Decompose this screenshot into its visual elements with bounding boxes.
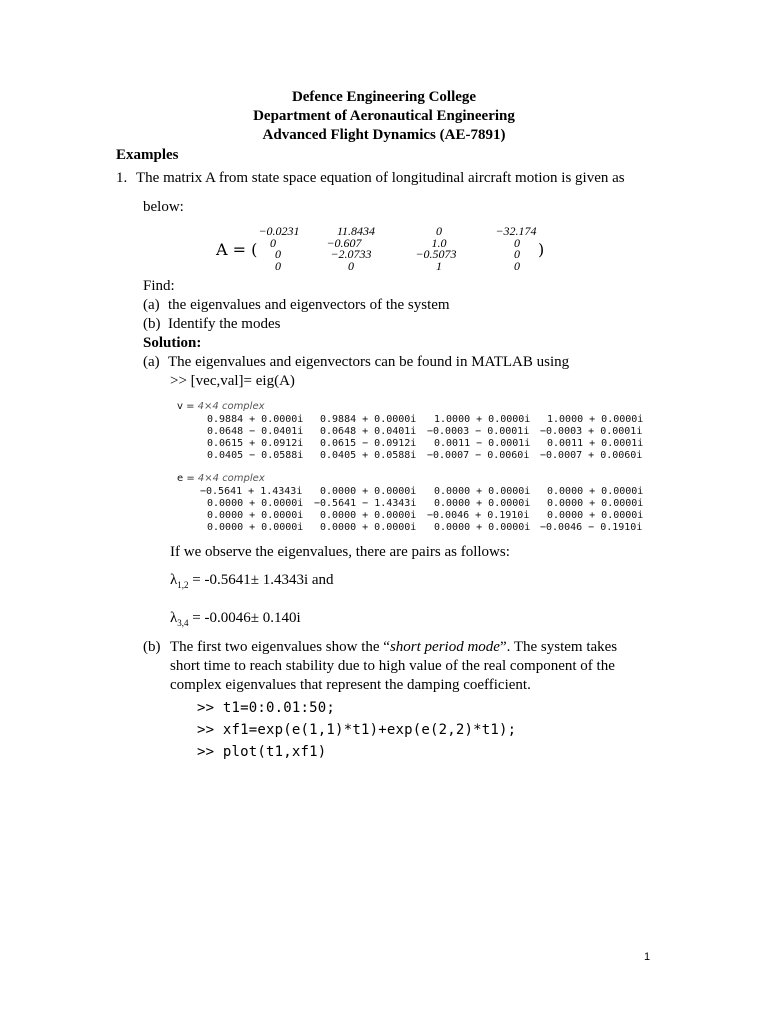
examples-heading: Examples	[116, 147, 179, 163]
e-cell: 0.0000 + 0.0000i	[320, 522, 417, 533]
matrix-cell: 0	[275, 259, 281, 273]
problem-number: 1.	[116, 170, 128, 186]
matrix-cell: −0.0231	[258, 224, 300, 238]
e-cell: 0.0000 + 0.0000i	[207, 498, 304, 509]
matrix-cell: −32.174	[495, 224, 537, 238]
e-cell: 0.0000 + 0.0000i	[207, 510, 304, 521]
code-line: >> xf1=exp(e(1,1)*t1)+exp(e(2,2)*t1);	[197, 722, 517, 738]
matrix-cell: 11.8434	[336, 224, 376, 238]
e-output-label	[177, 473, 265, 484]
solution-heading: Solution:	[143, 335, 202, 351]
e-cell: 0.0000 + 0.0000i	[547, 486, 644, 497]
e-label: e =	[177, 473, 195, 484]
matrix-cell: −2.0733	[330, 247, 372, 261]
matrix-cell: 0	[275, 247, 281, 261]
code-line: >> plot(t1,xf1)	[197, 744, 327, 760]
lambda-subscript: 1,2	[177, 580, 189, 590]
v-label: v =	[177, 401, 195, 412]
matrix-cell: 0	[514, 259, 520, 273]
matrix-cell: −0.607	[326, 236, 362, 250]
matrix-close: )	[538, 240, 545, 259]
lambda-value: = -0.0046± 0.140i	[192, 610, 301, 626]
e-cell: −0.0046 − 0.1910i	[540, 522, 643, 533]
v-cell: 1.0000 + 0.0000i	[434, 414, 531, 425]
lambda-symbol: λ	[170, 572, 178, 588]
v-cell: 0.0648 − 0.0401i	[207, 426, 304, 437]
e-cell: 0.0000 + 0.0000i	[547, 510, 644, 521]
problem-text-line1: The matrix A from state space equation of longitudinal aircraft motion is given as	[136, 170, 625, 186]
part-b-label: (b)	[143, 316, 161, 332]
e-desc: 4×4 complex	[197, 473, 265, 484]
find-label: Find:	[143, 278, 175, 294]
college-title: Defence Engineering College	[291, 89, 477, 105]
v-output-label	[177, 401, 265, 412]
v-cell: 0.9884 + 0.0000i	[320, 414, 417, 425]
e-cell: 0.0000 + 0.0000i	[207, 522, 304, 533]
e-cell: 0.0000 + 0.0000i	[434, 486, 531, 497]
e-cell: 0.0000 + 0.0000i	[547, 498, 644, 509]
e-cell: 0.0000 + 0.0000i	[434, 522, 531, 533]
matrix-cell: 1	[436, 259, 442, 273]
v-matrix-output	[176, 414, 646, 464]
v-cell: 0.0615 − 0.0912i	[320, 438, 417, 449]
lambda-symbol: λ	[170, 610, 178, 626]
course-title: Advanced Flight Dynamics (AE-7891)	[262, 127, 506, 143]
matrix-label: A = (	[216, 240, 258, 259]
v-cell: 0.0011 − 0.0001i	[434, 438, 531, 449]
v-cell: −0.0003 − 0.0001i	[427, 426, 530, 437]
e-cell: 0.0000 + 0.0000i	[320, 486, 417, 497]
e-cell: −0.5641 + 1.4343i	[200, 486, 303, 497]
e-cell: 0.0000 + 0.0000i	[320, 510, 417, 521]
v-cell: 1.0000 + 0.0000i	[547, 414, 644, 425]
matrix-cell: 0	[514, 236, 520, 250]
department-title: Department of Aeronautical Engineering	[253, 108, 515, 124]
matrix-cell: −0.5073	[415, 247, 457, 261]
v-cell: −0.0003 + 0.0001i	[540, 426, 643, 437]
e-cell: −0.0046 + 0.1910i	[427, 510, 530, 521]
b-line1-emphasis: short period mode	[389, 639, 500, 655]
solution-b-line3: complex eigenvalues that represent the damping coefficient.	[170, 677, 531, 693]
v-cell: 0.0405 + 0.0588i	[320, 450, 417, 461]
b-line1-pre: The first two eigenvalues show the “	[170, 639, 390, 655]
v-cell: 0.0648 + 0.0401i	[320, 426, 417, 437]
observe-text: If we observe the eigenvalues, there are pairs as follows:	[170, 544, 510, 560]
solution-b-line2: short time to reach stability due to high value of the real component of the	[170, 658, 615, 674]
matrix-cell: 1.0	[431, 236, 447, 250]
solution-b-label: (b)	[143, 639, 161, 655]
code-line: >> t1=0:0.01:50;	[197, 700, 336, 716]
page-number: 1	[644, 951, 651, 963]
problem-text-line2: below:	[143, 199, 184, 215]
e-matrix-output	[176, 486, 646, 536]
e-cell: −0.5641 − 1.4343i	[314, 498, 417, 509]
v-cell: 0.0405 − 0.0588i	[207, 450, 304, 461]
matrix-a	[236, 224, 536, 274]
v-desc: 4×4 complex	[197, 401, 265, 412]
b-line1-post: ”. The system takes	[499, 639, 618, 655]
v-cell: 0.0011 + 0.0001i	[547, 438, 644, 449]
lambda-34	[170, 610, 301, 628]
part-a-text: the eigenvalues and eigenvectors of the system	[168, 297, 450, 313]
part-a-label: (a)	[143, 297, 160, 313]
v-cell: −0.0007 + 0.0060i	[540, 450, 643, 461]
v-cell: 0.0615 + 0.0912i	[207, 438, 304, 449]
matrix-cell: 0	[270, 236, 276, 250]
lambda-12	[170, 572, 334, 590]
v-cell: −0.0007 − 0.0060i	[427, 450, 530, 461]
lambda-subscript: 3,4	[177, 618, 189, 628]
solution-a-text: The eigenvalues and eigenvectors can be found in MATLAB using	[168, 354, 570, 370]
matlab-command: >> [vec,val]= eig(A)	[170, 373, 295, 389]
matrix-cell: 0	[348, 259, 354, 273]
matrix-cell: 0	[436, 224, 442, 238]
e-cell: 0.0000 + 0.0000i	[434, 498, 531, 509]
v-cell: 0.9884 + 0.0000i	[207, 414, 304, 425]
matrix-cell: 0	[514, 247, 520, 261]
solution-a-label: (a)	[143, 354, 160, 370]
solution-b-line1	[170, 639, 617, 656]
lambda-value: = -0.5641± 1.4343i and	[192, 572, 334, 588]
part-b-text: Identify the modes	[168, 316, 281, 332]
